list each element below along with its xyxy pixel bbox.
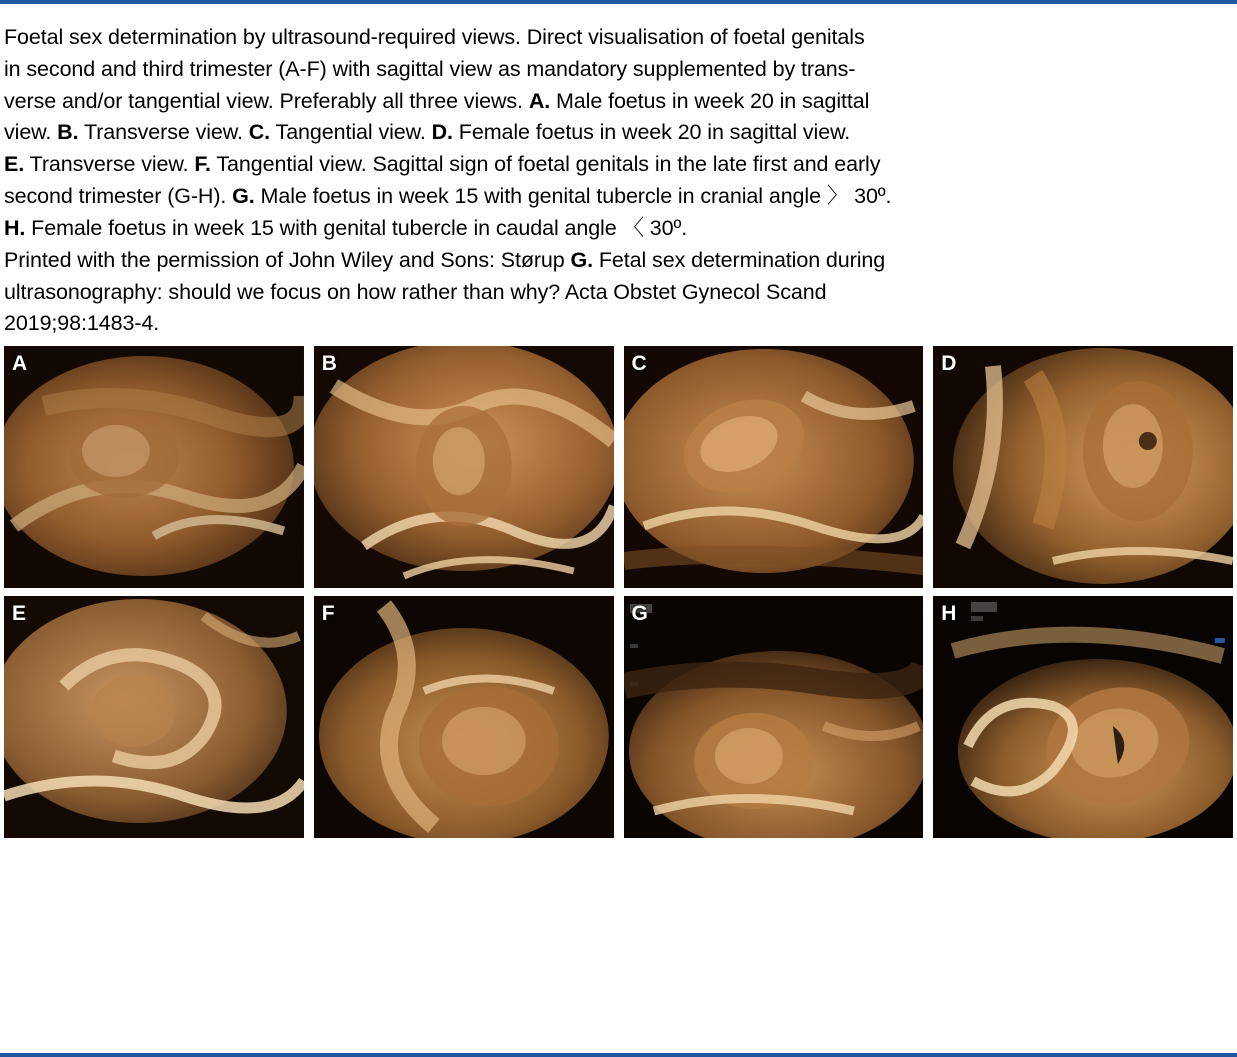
- ultrasound-image-g: [624, 596, 924, 838]
- ultrasound-panel: [314, 596, 614, 838]
- ultrasound-image-f: [314, 596, 614, 838]
- panel-label: H: [941, 602, 957, 626]
- caption-line-text: second trimester (G-H). G. Male foetus in week 15 with genital tubercle in cranial angle 〉 30º.: [4, 184, 892, 209]
- caption-line: [4, 22, 1233, 54]
- ultrasound-panel: [624, 596, 924, 838]
- ultrasound-panel: [314, 346, 614, 588]
- panel-label: C: [631, 352, 647, 376]
- ultrasound-image-h: [933, 596, 1233, 838]
- caption-line: [4, 277, 1233, 309]
- caption-line: [4, 86, 1233, 118]
- ultrasound-image-d: [933, 346, 1233, 588]
- caption-line: [4, 149, 1233, 181]
- caption-line-text: verse and/or tangential view. Preferably all three views. A. Male foetus in week 20 in sagittal: [4, 88, 870, 113]
- caption-line: [4, 308, 1233, 340]
- ultrasound-panel: [933, 346, 1233, 588]
- figure-content: [0, 4, 1237, 1053]
- panel-label: A: [12, 352, 28, 376]
- caption-line-text: in second and third trimester (A-F) with sagittal view as mandatory supplemented by trans-: [4, 56, 856, 81]
- ultrasound-image-e: [4, 596, 304, 838]
- caption-line-text: 2019;98:1483-4.: [4, 311, 160, 336]
- ultrasound-panel: [4, 596, 304, 838]
- caption-line-text: E. Transverse view. F. Tangential view. Sagittal sign of foetal genitals in the late first and early: [4, 152, 881, 177]
- caption-line-text: view. B. Transverse view. C. Tangential view. D. Female foetus in week 20 in sagittal view.: [4, 120, 851, 145]
- caption-line: [4, 245, 1233, 277]
- bottom-divider-rule: [0, 1053, 1237, 1057]
- ultrasound-panel: [933, 596, 1233, 838]
- panel-label: F: [321, 602, 335, 626]
- caption-line-text: Foetal sex determination by ultrasound-required views. Direct visualisation of foetal genitals: [4, 25, 865, 49]
- panel-label: G: [631, 602, 648, 626]
- panel-label: D: [941, 352, 957, 376]
- figure-caption: [4, 4, 1233, 346]
- caption-line: [4, 213, 1233, 245]
- ultrasound-panel: [624, 346, 924, 588]
- caption-line-text: Printed with the permission of John Wiley and Sons: Størup G. Fetal sex determination during: [4, 247, 886, 272]
- caption-line: [4, 181, 1233, 213]
- caption-line-text: H. Female foetus in week 15 with genital tubercle in caudal angle 〈 30º.: [4, 215, 688, 240]
- panel-label: B: [321, 352, 337, 376]
- ultrasound-image-b: [314, 346, 614, 588]
- ultrasound-panel: [4, 346, 304, 588]
- caption-line-text: ultrasonography: should we focus on how rather than why? Acta Obstet Gynecol Scand: [4, 279, 827, 304]
- caption-line: [4, 54, 1233, 86]
- caption-line: [4, 117, 1233, 149]
- ultrasound-image-a: [4, 346, 304, 588]
- panel-label: E: [12, 602, 27, 626]
- ultrasound-panel-grid: [4, 346, 1233, 852]
- ultrasound-image-c: [624, 346, 924, 588]
